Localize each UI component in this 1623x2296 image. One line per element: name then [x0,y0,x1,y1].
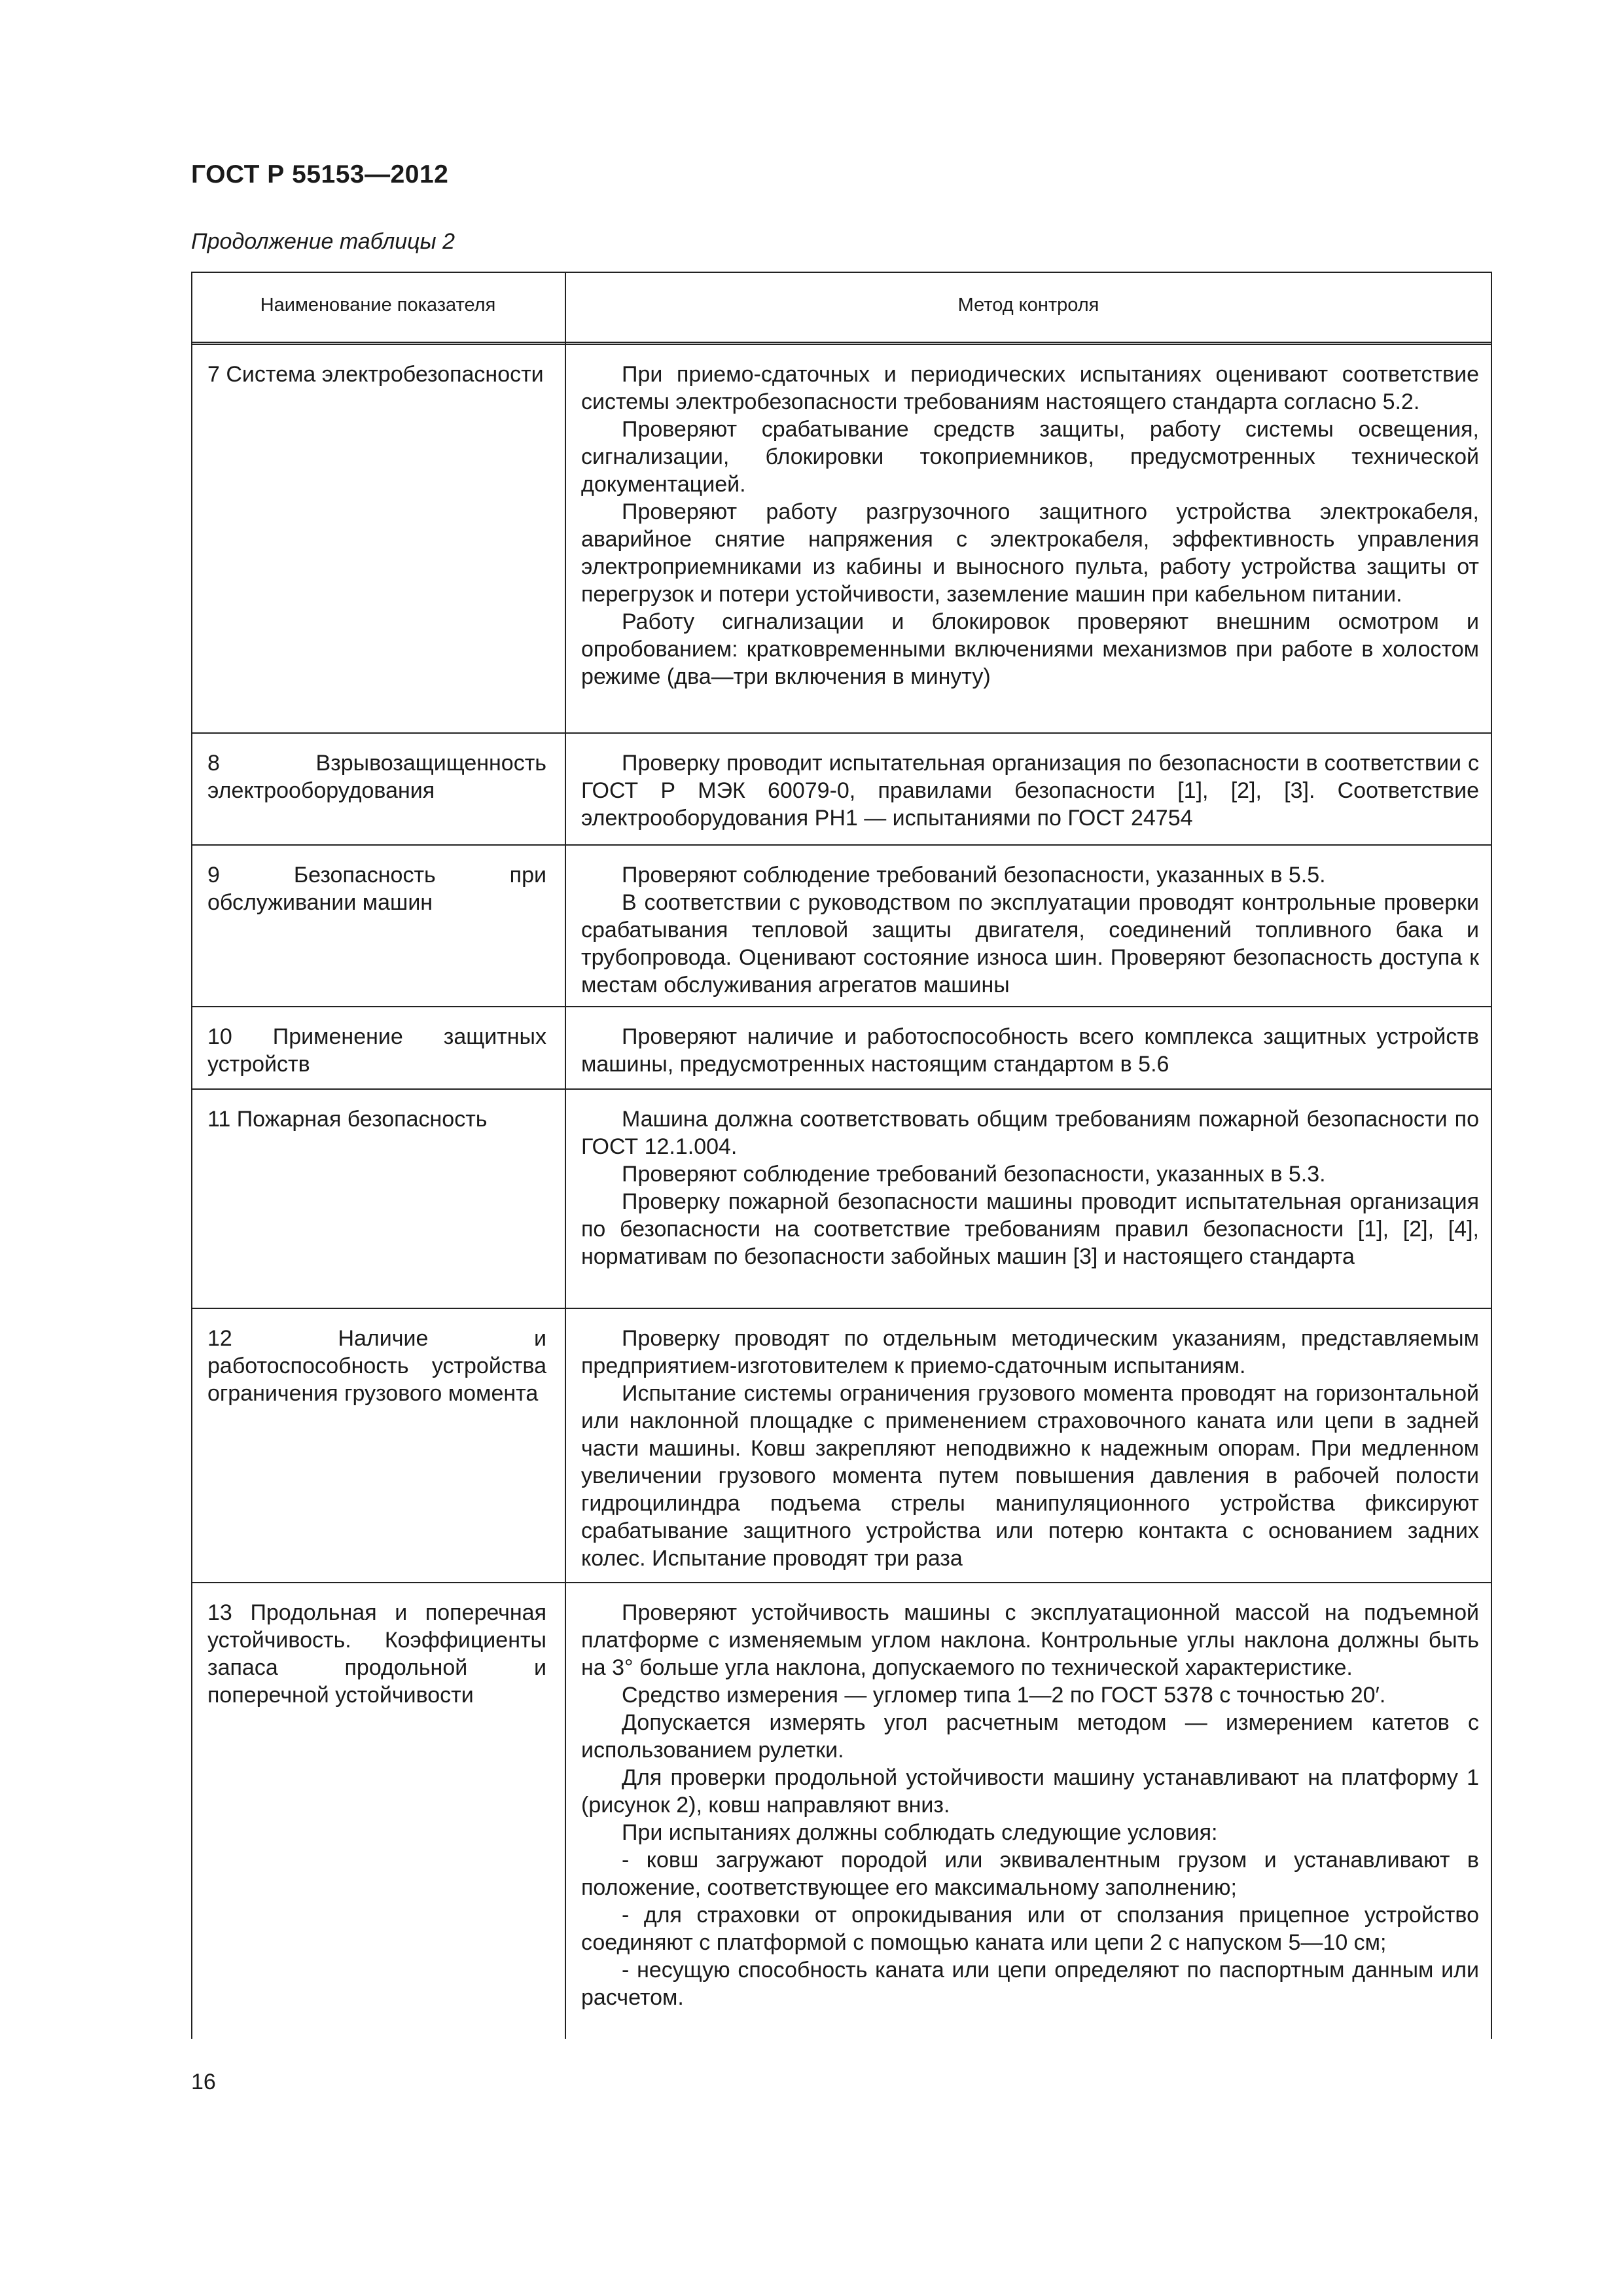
method-paragraph: При приемо-сдаточных и периодических испытаниях оценивают соответствие системы электробезопасности требованиям настоящего стандарта согласно 5.2. [581,362,1479,414]
indicator-name: 10 Применение защитных устройств [207,1024,546,1077]
method-paragraph: Для проверки продольной устойчивости машину устанавливают на платформу 1 (рисунок 2), ковш направляют вниз. [581,1765,1479,1818]
table-row [191,345,1492,734]
method-paragraph: Средство измерения — угломер типа 1—2 по ГОСТ 5378 с точностью 20′. [622,1683,1386,1708]
table-header-row [191,272,1492,345]
control-method [581,1105,1479,1270]
table-continuation-caption: Продолжение таблицы 2 [191,229,455,254]
table-row [191,734,1492,846]
table-row [191,1309,1492,1583]
control-method [581,1325,1479,1572]
method-paragraph: В соответствии с руководством по эксплуатации проводят контрольные проверки срабатывания тепловой защиты двигателя, соединений топливного бака и трубопровода. Оценивают состояние износа шин. Проверяют безопасность доступа к местам обслуживания агрегатов машины [581,890,1479,997]
indicator-name: 11 Пожарная безопасность [207,1107,488,1132]
indicator-name: 12 Наличие и работоспособность устройства ограничения грузового момента [207,1326,546,1406]
method-paragraph: Проверяют наличие и работоспособность всего комплекса защитных устройств машины, предусмотренных настоящим стандартом в 5.6 [581,1024,1479,1077]
method-paragraph: Машина должна соответствовать общим требованиям пожарной безопасности по ГОСТ 12.1.004. [581,1107,1479,1159]
table-row [191,1090,1492,1309]
method-paragraph: Проверяют срабатывание средств защиты, работу системы освещения, сигнализации, блокировки токоприемников, предусмотренных технической документацией. [581,417,1479,497]
table-row [191,846,1492,1007]
column-header-method: Метод контроля [957,295,1099,315]
indicator-name: 7 Система электробезопасности [207,362,544,387]
method-paragraph: Проверяют соблюдение требований безопасности, указанных в 5.3. [622,1162,1326,1187]
method-paragraph: Проверяют соблюдение требований безопасности, указанных в 5.5. [622,863,1326,888]
control-method [581,749,1479,832]
indicator-name: 9 Безопасность при обслуживании машин [207,863,546,915]
method-paragraph: - для страховки от опрокидывания или от сползания прицепное устройство соединяют с платформой с помощью каната или цепи 2 с напуском 5—10 см; [581,1903,1479,1955]
control-method [581,1599,1479,2011]
table-row [191,1583,1492,2039]
indicator-name: 8 Взрывозащищенность электрооборудования [207,751,546,803]
method-paragraph: Проверяют работу разгрузочного защитного устройства электрокабеля, аварийное снятие напряжения с электрокабеля, эффективность управления электроприемниками из кабины и выносного пульта, работу устройства защиты от перегрузок и потери устойчивости, заземление машин при кабельном питании. [581,499,1479,607]
table-row [191,1007,1492,1090]
document-code: ГОСТ Р 55153—2012 [191,160,449,188]
method-paragraph: Проверку проводит испытательная организация по безопасности в соответствии с ГОСТ Р МЭК 60079-0, правилами безопасности [1], [2], [3]. Соответствие электрооборудования РН1 — испытаниями по ГОСТ 24754 [581,751,1479,831]
method-paragraph: Работу сигнализации и блокировок проверяют внешним осмотром и опробованием: кратковременными включениями механизмов при работе в холостом режиме (два—три включения в минуту) [581,609,1479,689]
method-paragraph: Проверяют устойчивость машины с эксплуатационной массой на подъемной платформе с изменяемым углом наклона. Контрольные углы наклона должны быть на 3° больше угла наклона, допускаемого по технической характеристике. [581,1600,1479,1680]
method-paragraph: Проверку проводят по отдельным методическим указаниям, представляемым предприятием-изготовителем к приемо-сдаточным испытаниям. [581,1326,1479,1378]
page-number: 16 [191,2070,216,2094]
method-paragraph: Проверку пожарной безопасности машины проводит испытательная организация по безопасности на соответствие требованиям правил безопасности [1], [2], [4], нормативам по безопасности забойных машин [3] и настоящего стандарта [581,1189,1479,1269]
method-paragraph: - несущую способность каната или цепи определяют по паспортным данным или расчетом. [581,1958,1479,2010]
method-paragraph: При испытаниях должны соблюдать следующие условия: [622,1820,1218,1845]
method-paragraph: Испытание системы ограничения грузового момента проводят на горизонтальной или наклонной площадке с применением страховочного каната или цепи в задней части машины. Ковш закрепляют неподвижно к надежным опорам. При медленном увеличении грузового момента путем повышения давления в рабочей полости гидроцилиндра подъема стрелы манипуляционного устройства фиксируют срабатывание защитного устройства или потерю контакта с основанием задних колес. Испытание проводят три раза [581,1381,1479,1571]
control-method [581,861,1479,999]
method-paragraph: Допускается измерять угол расчетным методом — измерением катетов с использованием рулетки. [581,1710,1479,1763]
control-method [581,1023,1479,1078]
control-method [581,361,1479,691]
indicator-name: 13 Продольная и поперечная устойчивость. Коэффициенты запаса продольной и поперечной устойчивости [207,1600,546,1708]
method-paragraph: - ковш загружают породой или эквивалентным грузом и устанавливают в положение, соответствующее его максимальному заполнению; [581,1848,1479,1900]
column-header-indicator: Наименование показателя [260,295,496,315]
